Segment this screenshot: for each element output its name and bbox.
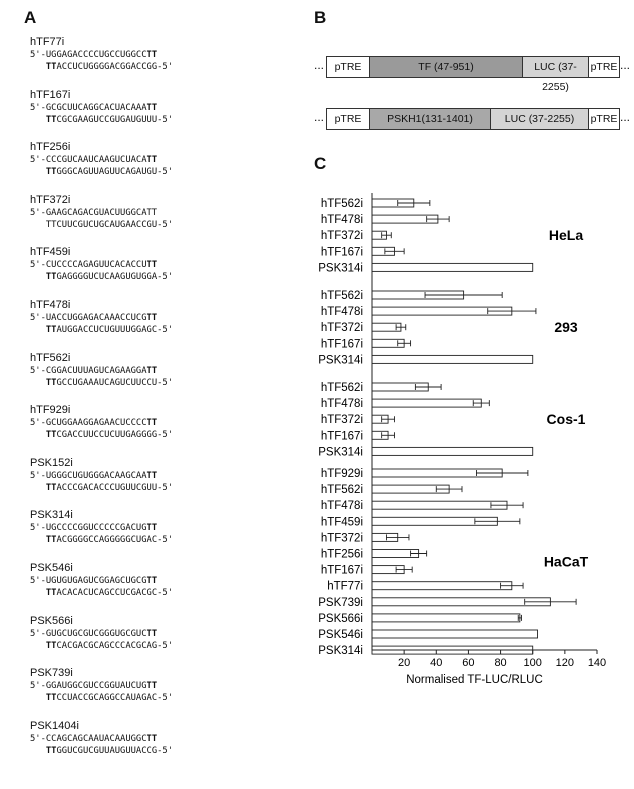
cell-line-label: Cos-1 <box>546 411 586 428</box>
ptre-right-box: pTRE <box>588 56 620 78</box>
antisense-overhang: TT <box>45 745 57 756</box>
bar <box>372 630 538 638</box>
sirna-name: hTF929i <box>30 404 71 417</box>
category-label: hTF562i <box>320 484 363 497</box>
category-label: hTF929i <box>320 468 363 480</box>
antisense-overhang: TT <box>45 167 57 178</box>
category-label: PSK314i <box>318 446 363 459</box>
sirna-name: hTF372i <box>30 193 71 206</box>
bar <box>372 598 550 606</box>
sense-overhang: TT <box>146 733 158 744</box>
x-tick-label: 20 <box>398 657 411 669</box>
x-tick-label: 140 <box>587 657 607 669</box>
sense-overhang: TT <box>146 365 158 376</box>
category-label: hTF372i <box>320 322 363 335</box>
sense-overhang: TT <box>146 312 158 323</box>
construct-dots-right: ... <box>620 58 631 72</box>
sirna-name: PSK152i <box>30 456 73 469</box>
category-label: PSK566i <box>318 612 363 625</box>
sense-sequence: 5'-CCCGUCAAUCAAGUCUACA <box>30 155 147 166</box>
panel-label-b: B <box>314 8 327 27</box>
pskh1-insert-box: PSKH1(131-1401) <box>369 108 491 130</box>
category-label: hTF459i <box>320 516 363 529</box>
antisense-overhang: TT <box>45 377 57 388</box>
antisense-overhang: TT <box>45 272 57 283</box>
antisense-sequence: ACCUCUGGGGACGGACCGG-5' <box>56 62 174 72</box>
sirna-name: hTF459i <box>30 246 71 259</box>
sirna-name: hTF77i <box>30 36 65 48</box>
bar <box>372 399 481 407</box>
luc-reporter-box: LUC (37-2255) <box>522 56 589 78</box>
antisense-sequence: GGUCGUCGUUAUGUUACCG-5' <box>56 745 174 756</box>
bar <box>372 501 507 509</box>
construct-dots-right: ... <box>620 110 631 124</box>
cell-line-label: 293 <box>554 319 578 336</box>
category-label: hTF372i <box>320 414 363 427</box>
panel-label-c: C <box>314 154 327 173</box>
antisense-overhang: TT <box>45 482 57 493</box>
category-label: hTF167i <box>320 564 363 577</box>
antisense-overhang: TT <box>45 535 57 546</box>
sense-sequence: 5'-GUGCUGCGUCGGGUGCGUC <box>30 628 147 639</box>
antisense-overhang: TT <box>45 430 57 441</box>
category-label: PSK314i <box>318 262 363 275</box>
category-label: hTF372i <box>320 532 363 545</box>
antisense-overhang: TT <box>45 693 57 704</box>
category-label: hTF478i <box>320 500 363 513</box>
category-label: hTF478i <box>320 214 363 227</box>
antisense-sequence: CGCGAAGUCCGUGAUGUUU-5' <box>56 114 174 125</box>
antisense-sequence: GGGCAGUUAGUUCAGAUGU-5' <box>56 167 174 178</box>
category-label: hTF167i <box>320 338 363 351</box>
cell-line-label: HeLa <box>548 227 584 244</box>
sense-overhang: TT <box>146 628 158 639</box>
cell-line-label: HaCaT <box>543 553 589 570</box>
antisense-sequence: GCCUGAAAUCAGUCUUCCU-5' <box>56 377 174 388</box>
antisense-sequence: CACGACGCAGCCCACGCAG-5' <box>56 640 174 651</box>
sense-sequence: 5'-UGCCCCGGUCCCCCGACUG <box>30 523 147 534</box>
construct-dots-left: ... <box>314 110 325 124</box>
sense-sequence: 5'-UACCUGGAGACAAACCUCG <box>30 312 147 323</box>
antisense-overhang: TT <box>45 114 57 125</box>
category-label: PSK314i <box>318 645 363 658</box>
sense-sequence: 5'-GAAGCAGACGUACUUGGCATT <box>30 207 158 218</box>
antisense-sequence: ACCCGACACCCUGUUCGUU-5' <box>56 482 174 493</box>
antisense-overhang: TT <box>45 640 57 651</box>
sirna-name: hTF562i <box>30 351 71 364</box>
antisense-sequence: ACACACUCAGCCUCGACGC-5' <box>56 587 174 598</box>
x-axis-title: Normalised TF-LUC/RLUC <box>406 674 543 686</box>
x-tick-label: 60 <box>462 657 475 669</box>
sense-overhang: TT <box>146 418 158 429</box>
category-label: hTF562i <box>320 198 363 210</box>
category-label: PSK739i <box>318 596 363 609</box>
bar <box>372 447 533 455</box>
category-label: hTF167i <box>320 246 363 259</box>
x-tick-label: 120 <box>555 657 575 669</box>
category-label: hTF562i <box>320 382 363 394</box>
sirna-name: PSK314i <box>30 509 73 522</box>
sirna-name: PSK1404i <box>30 719 79 732</box>
category-label: hTF478i <box>320 306 363 319</box>
sense-sequence: 5'-GCGCUUCAGGCACUACAAA <box>30 102 147 113</box>
sense-overhang: TT <box>146 50 158 60</box>
ptre-right-box: pTRE <box>588 108 620 130</box>
ptre-left-box: pTRE <box>326 108 370 130</box>
category-label: hTF256i <box>320 548 363 561</box>
category-label: hTF77i <box>327 580 363 593</box>
x-tick-label: 40 <box>430 657 443 669</box>
x-tick-label: 100 <box>523 657 542 669</box>
sense-sequence: 5'-UGGGCUGUGGGACAAGCAA <box>30 470 147 481</box>
sense-overhang: TT <box>146 470 158 481</box>
antisense-sequence: CCUACCGCAGGCCAUAGAC-5' <box>56 693 174 704</box>
construct-dots-left: ... <box>314 58 325 72</box>
sense-overhang: TT <box>146 155 158 166</box>
category-label: hTF372i <box>320 230 363 243</box>
category-label: hTF167i <box>320 430 363 443</box>
sense-sequence: 5'-GCUGGAAGGAGAACUCCCC <box>30 418 147 429</box>
ptre-left-box: pTRE <box>326 56 370 78</box>
sense-sequence: 5'-GGAUGGCGUCCGGUAUCUG <box>30 681 147 692</box>
sense-sequence: 5'-CGGACUUUAGUCAGAAGGA <box>30 365 147 376</box>
antisense-overhang: TT <box>45 324 57 335</box>
sense-sequence: 5'-CCAGCAGCAAUACAAUGGC <box>30 733 147 744</box>
sense-sequence: 5'-UGGAGACCCCUGCCUGGCC <box>30 50 147 60</box>
bar <box>372 263 533 271</box>
sirna-name: PSK566i <box>30 614 73 627</box>
sirna-name: hTF167i <box>30 88 71 101</box>
bar <box>372 614 520 622</box>
sirna-name: PSK739i <box>30 667 73 680</box>
tf-insert-box: TF (47-951) <box>369 56 523 78</box>
category-label: PSK546i <box>318 629 363 641</box>
panel-label-a: A <box>24 8 37 27</box>
antisense-overhang: TT <box>45 587 57 598</box>
sense-sequence: 5'-CUCCCCAGAGUUCACACCU <box>30 260 147 271</box>
sense-overhang: TT <box>146 575 158 586</box>
sirna-name: PSK546i <box>30 561 73 574</box>
sense-sequence: 5'-UGUGUGAGUCGGAGCUGCG <box>30 575 147 586</box>
antisense-overhang: TT <box>45 62 57 72</box>
antisense-sequence: TTCUUCGUCUGCAUGAACCGU-5' <box>45 219 173 230</box>
category-label: PSK314i <box>318 354 363 367</box>
antisense-sequence: CGACCUUCCUCUUGAGGGG-5' <box>56 430 174 441</box>
bar <box>372 355 533 363</box>
bar <box>372 582 512 590</box>
sense-overhang: TT <box>146 523 158 534</box>
sense-overhang: TT <box>146 260 158 271</box>
category-label: hTF562i <box>320 290 363 302</box>
antisense-sequence: GAGGGGUCUCAAGUGUGGA-5' <box>56 272 174 283</box>
x-tick-label: 80 <box>494 657 507 669</box>
antisense-sequence: ACGGGGCCAGGGGGCUGAC-5' <box>56 535 174 546</box>
sirna-name: hTF478i <box>30 298 71 311</box>
sirna-name: hTF256i <box>30 141 71 154</box>
sense-overhang: TT <box>146 681 158 692</box>
category-label: hTF478i <box>320 398 363 411</box>
luc-reporter-box: LUC (37-2255) <box>490 108 589 130</box>
sense-overhang: TT <box>146 102 158 113</box>
antisense-sequence: AUGGACCUCUGUUUGGAGC-5' <box>56 324 174 335</box>
